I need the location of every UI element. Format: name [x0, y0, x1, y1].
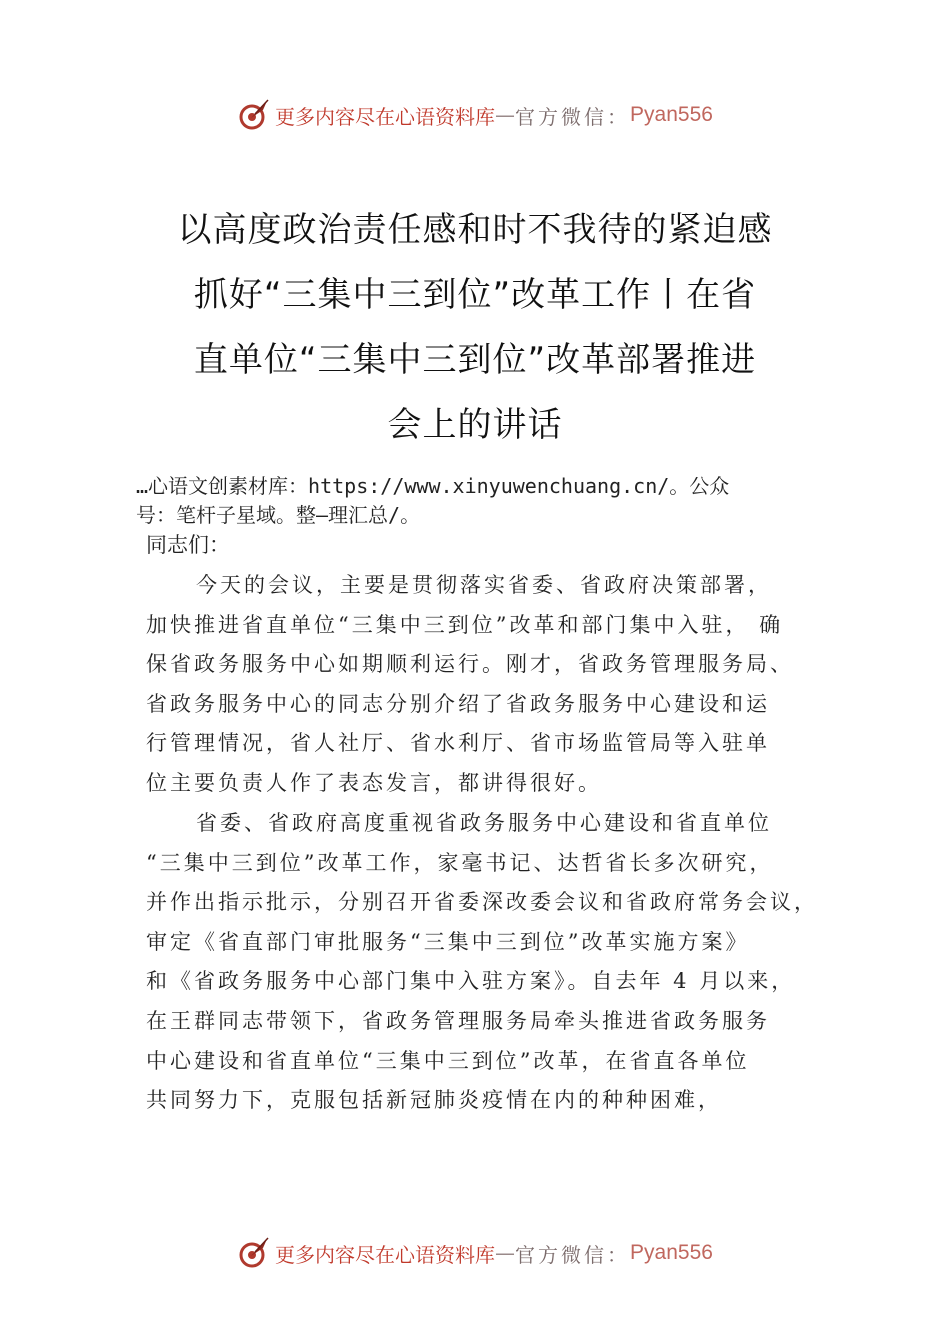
banner-wechat-label: 官方微信：: [515, 104, 631, 129]
paragraph-line: 行管理情况，省人社厅、省水利厅、省市场监管局等入驻单: [146, 731, 770, 756]
header-banner: [0, 95, 950, 135]
paragraph-line: 和《省政务服务中心部门集中入驻方案》。自去年 4 月以来，: [146, 969, 796, 994]
paragraph-line: 加快推进省直单位“三集中三到位”改革和部门集中入驻， 确: [146, 612, 784, 637]
source-note: [136, 472, 836, 530]
banner-wechat-label: 官方微信：: [515, 1242, 631, 1267]
title-line: 会上的讲话: [387, 405, 563, 445]
paragraph-line: 审定《省直部门审批服务“三集中三到位”改革实施方案》: [146, 929, 750, 954]
title-line: 以高度政治责任感和时不我待的紧迫感: [177, 210, 773, 250]
paragraph-line: 省委、省政府高度重视省政务服务中心建设和省直单位: [196, 811, 772, 835]
source-line: …心语文创素材库：https://www.xinyuwenchuang.cn/。公众: [136, 474, 730, 498]
paragraph-line: 在王群同志带领下，省政务管理服务局牵头推进省政务服务: [146, 1008, 770, 1033]
paragraph-1: [146, 566, 836, 804]
paragraph-line: 共同努力下，克服包括新冠肺炎疫情在内的种种困难，: [146, 1088, 722, 1113]
paragraph-line: “三集中三到位”改革工作，家毫书记、达哲省长多次研究，: [146, 850, 774, 875]
banner-brand: 更多内容尽在心语资料库: [275, 1242, 496, 1267]
banner-wechat-id: Pyan556: [630, 1241, 713, 1264]
quill-logo-icon: [237, 98, 271, 132]
banner-wechat-id: Pyan556: [630, 103, 713, 126]
paragraph-line: 保省政务服务中心如期顺利运行。刚才，省政务管理服务局、: [146, 652, 794, 677]
title-line: 直单位“三集中三到位”改革部署推进: [193, 340, 757, 380]
paragraph-line: 省政务服务中心的同志分别介绍了省政务服务中心建设和运: [146, 691, 770, 716]
paragraph-line: 位主要负责人作了表态发言，都讲得很好。: [146, 770, 602, 795]
quill-logo-icon: [237, 1236, 271, 1270]
paragraph-2: [146, 804, 836, 1121]
banner-dash: —: [495, 103, 516, 127]
banner-dash: —: [495, 1241, 516, 1265]
banner-brand: 更多内容尽在心语资料库: [275, 104, 496, 129]
greeting: 同志们：: [146, 533, 230, 557]
footer-banner: [0, 1233, 950, 1273]
paragraph-line: 今天的会议，主要是贯彻落实省委、省政府决策部署，: [196, 573, 772, 597]
title-line: 抓好“三集中三到位”改革工作丨在省: [193, 275, 757, 315]
source-line: 号：笔杆子星域。整—理汇总/。: [136, 503, 421, 527]
paragraph-line: 中心建设和省直单位“三集中三到位”改革，在省直各单位: [146, 1048, 750, 1073]
paragraph-line: 并作出指示批示，分别召开省委深改委会议和省政府常务会议，: [146, 890, 818, 915]
document-title: [130, 198, 820, 458]
